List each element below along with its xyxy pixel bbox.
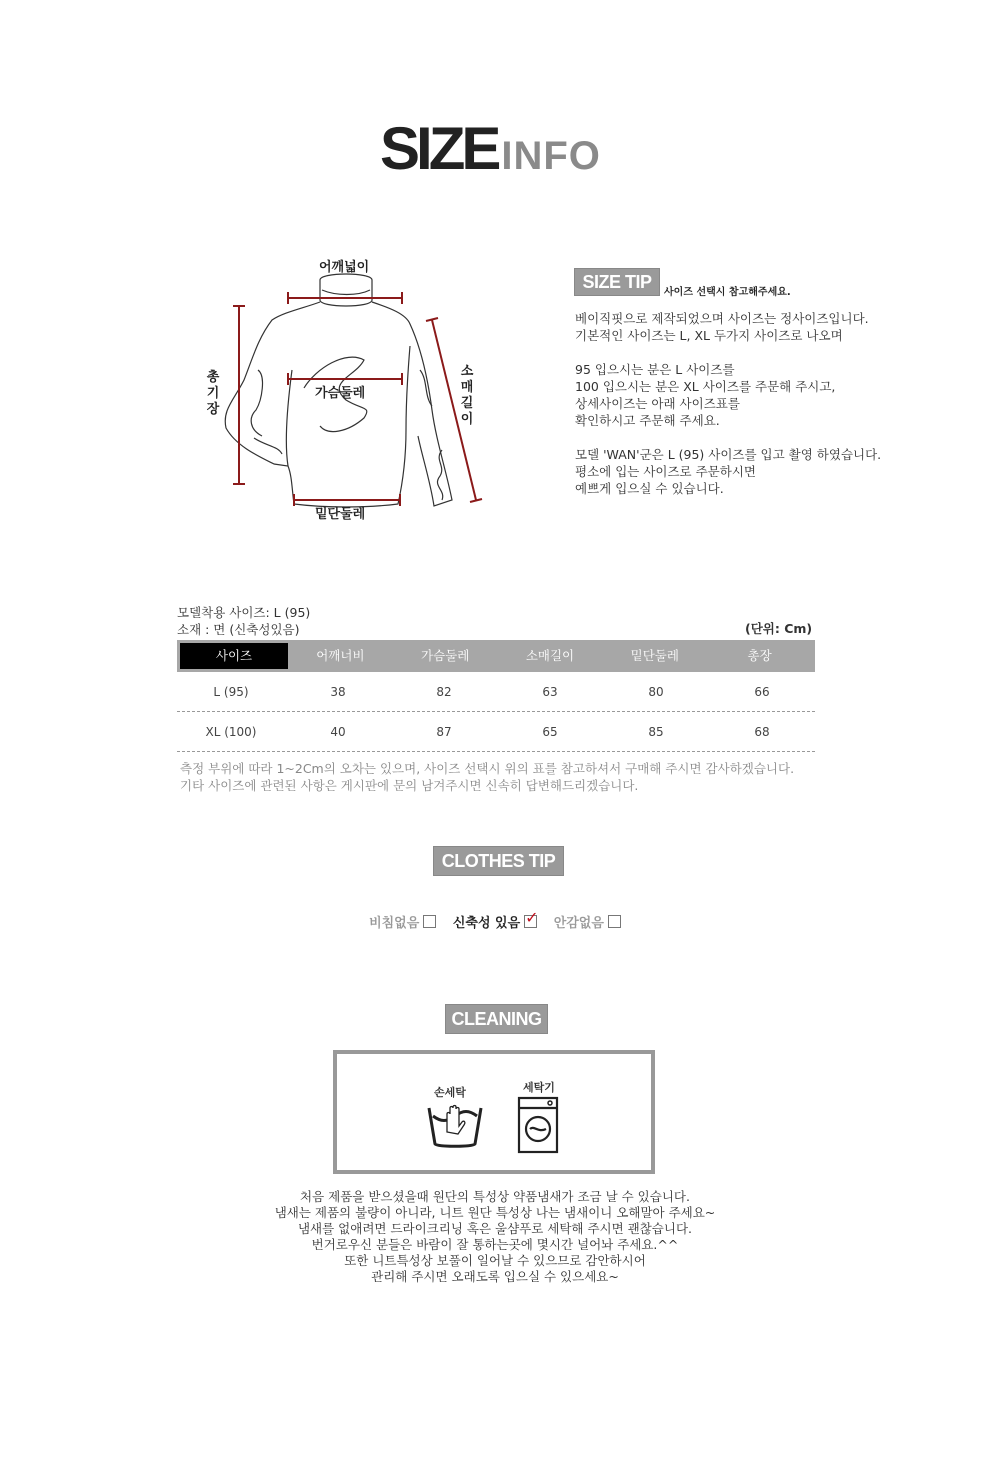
cleaning-box <box>333 1050 655 1174</box>
header-cell: 소매길이 <box>525 648 575 663</box>
option-label: 안감없음 <box>553 916 604 931</box>
table-cell: 63 <box>542 685 558 699</box>
note-line: 측정 부위에 따라 1~2Cm의 오차는 있으며, 사이즈 선택시 위의 표를 참고하셔서 구매해 주시면 감사하겠습니다. <box>180 761 795 776</box>
table-cell: 85 <box>648 725 664 739</box>
header-cell: 총장 <box>747 648 772 663</box>
option-label: 신축성 있음 <box>452 916 521 931</box>
checkbox-checked-icon <box>524 908 539 928</box>
care-line: 냄새는 제품의 불량이 아니라, 니트 원단 특성상 나는 냄새이니 오해말아 주세요~ <box>274 1205 716 1220</box>
table-cell: 68 <box>754 725 770 739</box>
size-tip-line: 상세사이즈는 아래 사이즈표를 <box>575 396 740 411</box>
handwash-label: 손세탁 <box>434 1086 466 1099</box>
table-cell: 82 <box>436 685 452 699</box>
table-cell: 38 <box>330 685 346 699</box>
header-cell: 밑단둘레 <box>630 648 679 663</box>
cleaning-badge: CLEANING <box>445 1004 548 1034</box>
care-instructions <box>0 1189 990 1285</box>
chest-label: 가슴둘레 <box>315 386 366 401</box>
table-row <box>177 712 815 752</box>
page-title <box>380 114 601 182</box>
care-line: 처음 제품을 받으셨을때 원단의 특성상 약품냄새가 조금 날 수 있습니다. <box>300 1189 690 1204</box>
table-row <box>177 672 815 712</box>
size-tip-line: 예쁘게 입으실 수 있습니다. <box>575 481 724 496</box>
machine-wash-label: 세탁기 <box>523 1081 555 1094</box>
header-cell: 사이즈 <box>180 643 288 669</box>
clothes-tip-badge: CLOTHES TIP <box>433 846 564 876</box>
unit-label: (단위: Cm) <box>745 621 813 636</box>
handwash-icon <box>425 1102 485 1152</box>
measurement-diagram <box>196 250 496 530</box>
table-cell: 65 <box>542 725 558 739</box>
washing-machine-icon <box>517 1096 561 1156</box>
title-sub: INFO <box>501 134 601 178</box>
table-cell: L (95) <box>213 685 249 699</box>
table-cell: XL (100) <box>205 725 257 739</box>
size-tip-line: 기본적인 사이즈는 L, XL 두가지 사이즈로 나오며 <box>575 328 843 343</box>
size-tip-text <box>575 310 881 497</box>
material: 소재 : 면 (신축성있음) <box>177 622 300 637</box>
care-line: 냄새를 없애려면 드라이크리닝 혹은 울샴푸로 세탁해 주시면 괜찮습니다. <box>297 1221 693 1236</box>
check-mark-icon: ✓ <box>525 908 539 927</box>
table-note <box>180 760 794 794</box>
hem-label: 밑단둘레 <box>315 507 366 522</box>
table-cell: 87 <box>436 725 452 739</box>
fabric-options <box>0 908 990 931</box>
table-cell: 66 <box>754 685 770 699</box>
care-line: 또한 니트특성상 보풀이 일어날 수 있으므로 감안하시어 <box>344 1253 646 1268</box>
note-line: 기타 사이즈에 관련된 사항은 게시판에 문의 남겨주시면 신속히 답변해드리겠습니다. <box>180 778 639 793</box>
care-line: 번거로우신 분들은 바람이 잘 통하는곳에 몇시간 널어놔 주세요.^^ <box>311 1237 679 1252</box>
size-tip-line: 모델 'WAN'군은 L (95) 사이즈를 입고 촬영 하였습니다. <box>575 447 882 462</box>
total-length-label: 총기장 <box>206 370 220 417</box>
table-cell: 40 <box>330 725 346 739</box>
checkbox-icon <box>608 915 621 928</box>
model-info <box>177 604 310 638</box>
option-no-see-through <box>369 912 436 931</box>
option-label: 비침없음 <box>369 916 420 931</box>
size-tip-line: 베이직핏으로 제작되었으며 사이즈는 정사이즈입니다. <box>575 311 869 326</box>
size-tip-line: 95 입으시는 분은 L 사이즈를 <box>575 362 735 377</box>
size-tip-line: 100 입으시는 분은 XL 사이즈를 주문해 주시고, <box>575 379 836 394</box>
table-header <box>177 640 815 672</box>
option-no-lining <box>554 912 621 931</box>
size-table <box>177 640 815 752</box>
size-tip-line: 확인하시고 주문해 주세요. <box>575 413 720 428</box>
title-main: SIZE <box>380 115 498 182</box>
shoulder-label: 어깨넓이 <box>319 260 370 275</box>
header-cell: 가슴둘레 <box>421 648 470 663</box>
size-tip-badge: SIZE TIP <box>574 268 660 296</box>
model-size: 모델착용 사이즈: L (95) <box>177 605 311 620</box>
sleeve-length-label: 소매길이 <box>460 364 474 427</box>
option-stretch <box>452 908 539 931</box>
table-cell: 80 <box>648 685 664 699</box>
size-tip-caption: 사이즈 선택시 참고해주세요. <box>664 287 791 298</box>
care-line: 관리해 주시면 오래도록 입으실 수 있으세요~ <box>371 1269 619 1284</box>
header-cell: 어깨너비 <box>316 648 365 663</box>
size-tip-line: 평소에 입는 사이즈로 주문하시면 <box>575 464 756 479</box>
checkbox-icon <box>423 915 436 928</box>
